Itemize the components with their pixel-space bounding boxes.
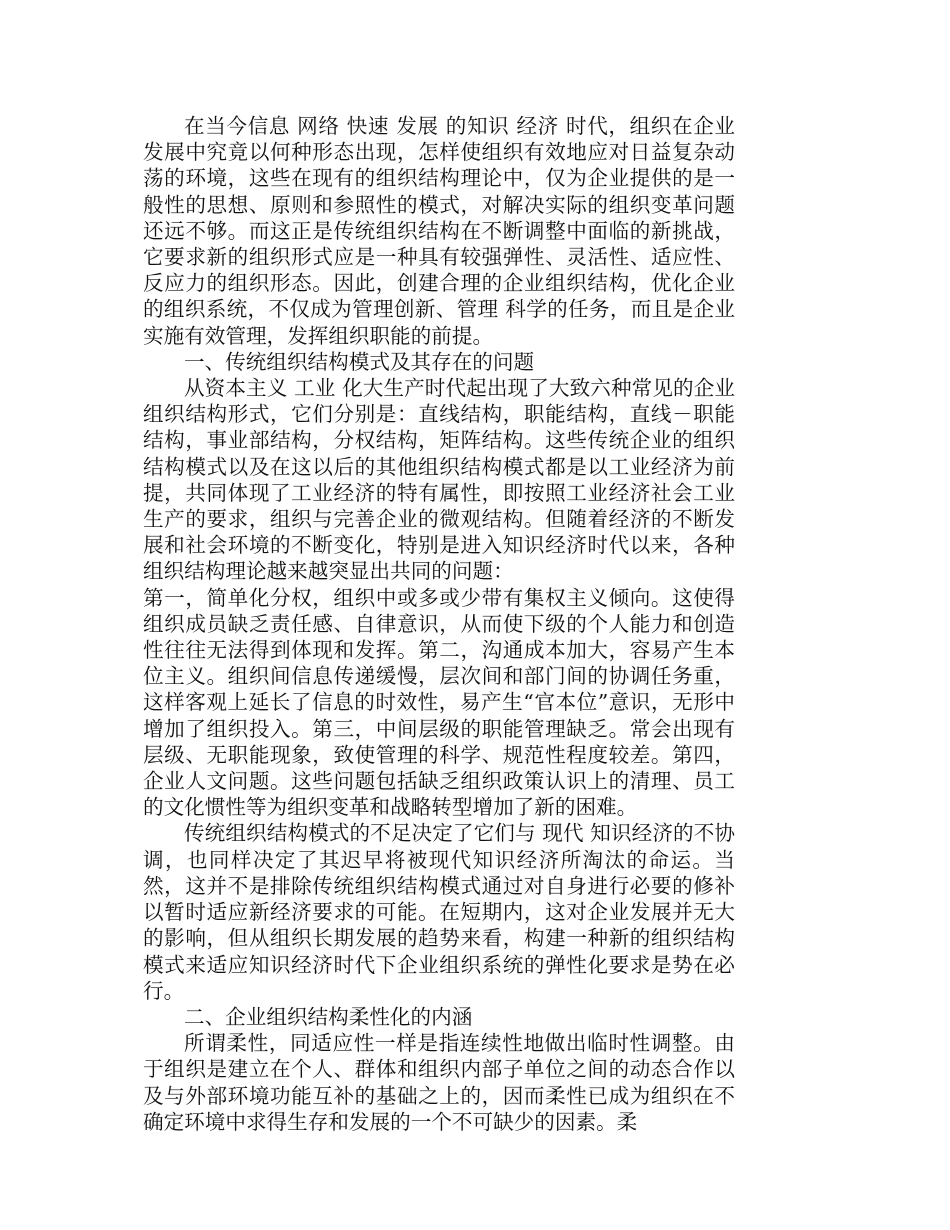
document-body bbox=[143, 113, 735, 1135]
section-heading-2: 二、企业组织结构柔性化的内涵 bbox=[184, 1004, 473, 1029]
section-heading-1: 一、传统组织结构模式及其存在的问题 bbox=[184, 349, 535, 374]
body-paragraph: 所谓柔性，同适应性一样是指连续性地做出临时性调整。由于组织是建立在个人、群体和组织内部子单位之间的动态合作以及与外部环境功能互补的基础之上的，因而柔性已成为组织在不确定环境中求得生存和发展的一个不可缺少的因素。柔 bbox=[143, 1031, 735, 1134]
body-paragraph: 第一，简单化分权，组织中或多或少带有集权主义倾向。这使得组织成员缺乏责任感、自律意识，从而使下级的个人能力和创造性往往无法得到体现和发挥。第二，沟通成本加大，容易产生本位主义。组织间信息传递缓慢，层次间和部门间的协调任务重，这样客观上延长了信息的时效性，易产生“官本位”意识，无形中增加了组织投入。第三，中间层级的职能管理缺乏。常会出现有层级、无职能现象，致使管理的科学、规范性程度较差。第四，企业人文问题。这些问题包括缺乏组织政策认识上的清理、员工的文化惯性等为组织变革和战略转型增加了新的困难。 bbox=[143, 585, 735, 820]
body-paragraph: 从资本主义 工业 化大生产时代起出现了大致六种常见的企业组织结构形式，它们分别是：直线结构，职能结构，直线－职能结构，事业部结构，分权结构，矩阵结构。这些传统企业的组织结构模式以及在这以后的其他组织结构模式都是以工业经济为前提，共同体现了工业经济的特有属性，即按照工业经济社会工业生产的要求，组织与完善企业的微观结构。但随着经济的不断发展和社会环境的不断变化，特别是进入知识经济时代以来，各种组织结构理论越来越突显出共同的问题： bbox=[143, 376, 735, 584]
intro-paragraph: 在当今信息 网络 快速 发展 的知识 经济 时代，组织在企业 发展中究竟以何种形态出现，怎样使组织有效地应对日益复杂动荡的环境，这些在现有的组织结构理论中，仅为企业提供的是一般性的思想、原则和参照性的模式，对解决实际的组织变革问题还远不够。而这正是传统组织结构在不断调整中面临的新挑战，它要求新的组织形式应是一种具有较强弹性、灵活性、适应性、反应力的组织形态。因此，创建合理的企业组织结构，优化企业的组织系统，不仅成为管理创新、管理 科学的任务，而且是企业实施有效管理，发挥组织职能的前提。 bbox=[143, 114, 735, 348]
body-paragraph: 传统组织结构模式的不足决定了它们与 现代 知识经济的不协调，也同样决定了其迟早将被现代知识经济所淘汰的命运。当然，这并不是排除传统组织结构模式通过对自身进行必要的修补以暂时适应新经济要求的可能。在短期内，这对企业发展并无大的影响，但从组织长期发展的趋势来看，构建一种新的组织结构模式来适应知识经济时代下企业组织系统的弹性化要求是势在必行。 bbox=[143, 821, 735, 1003]
